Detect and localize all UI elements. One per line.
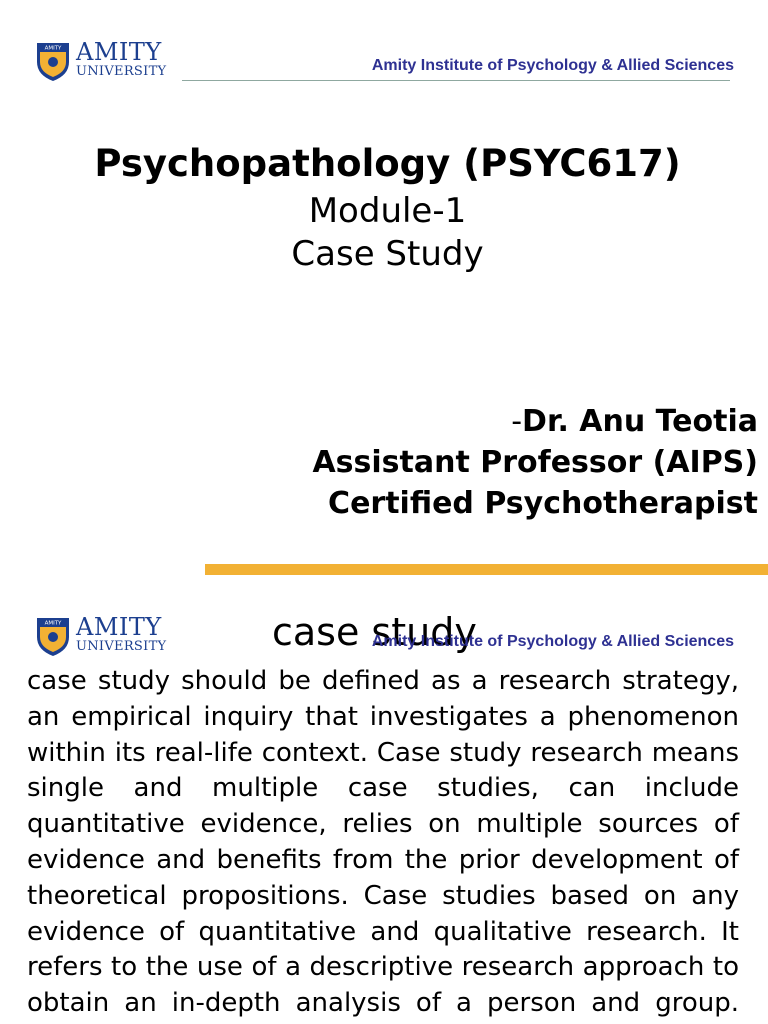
section-heading: case study: [272, 610, 477, 654]
module-label: Module-1: [308, 191, 467, 231]
author-name: Dr. Anu Teotia: [522, 404, 758, 439]
logo-subtitle: UNIVERSITY: [76, 64, 167, 79]
shield-icon: [36, 40, 70, 82]
institute-name: Amity Institute of Psychology & Allied Sciences: [371, 57, 734, 74]
institute-name-2: Amity Institute of Psychology & Allied Sciences: [371, 633, 734, 650]
logo-wordmark-2: AMITY: [76, 613, 162, 641]
body-paragraph: case study should be defined as a research strategy, an empirical inquiry that investigates a phenomenon within its real-life context. Case study research means single and multiple case studies, can include quantitative evidence, relies on multiple sources of evidence and benefits from the prior development of theoretical propositions. Case studies based on any evidence of quantitative and qualitative research. It refers to the use of a descriptive research approach to obtain an in-depth analysis of a person and group.: [27, 666, 739, 1019]
shield-label: AMITY: [44, 45, 62, 52]
amity-logo-2: [36, 615, 176, 659]
author-credential: Certified Psychotherapist: [328, 486, 758, 521]
author-name-line: [511, 401, 758, 442]
shield-label-2: AMITY: [44, 620, 62, 627]
header-rule: [182, 80, 730, 81]
author-role: Assistant Professor (AIPS): [312, 445, 758, 480]
accent-bar: [205, 564, 768, 575]
course-title: Psychopathology (PSYC617): [94, 142, 681, 185]
author-dash: -: [511, 404, 523, 439]
topic-label: Case Study: [291, 234, 484, 274]
shield-icon: [36, 615, 70, 657]
logo-wordmark: AMITY: [76, 38, 162, 66]
logo-subtitle-2: UNIVERSITY: [76, 639, 167, 654]
amity-logo: [36, 40, 176, 84]
